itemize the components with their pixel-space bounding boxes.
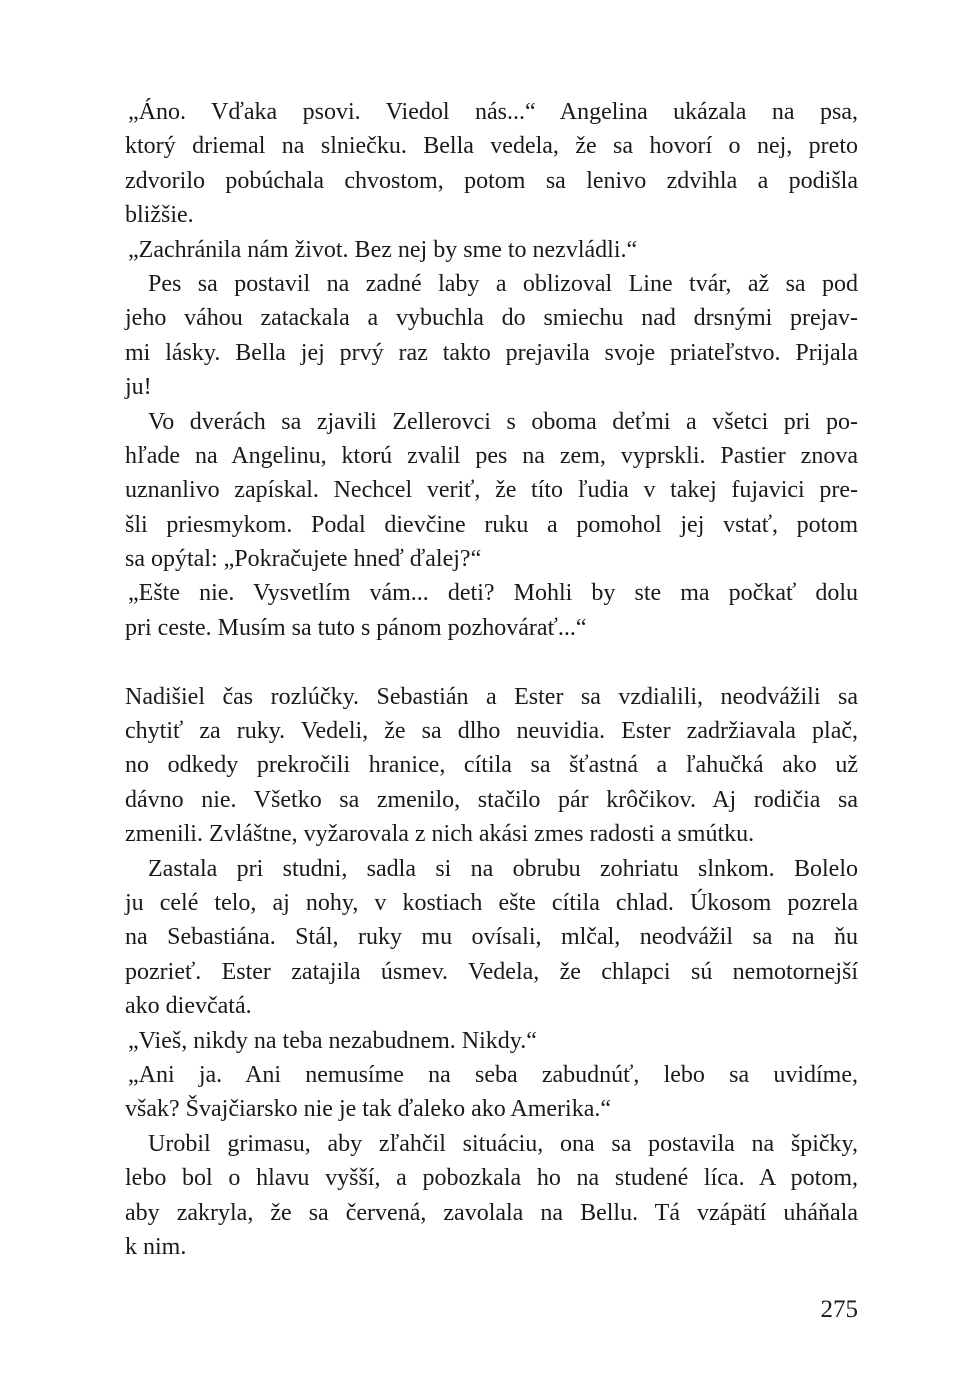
text-line: zdvorilo pobúchala chvostom, potom sa lenivo zdvihla a podišla [125, 167, 858, 194]
text-line: bližšie. [125, 202, 194, 229]
text-line: pri ceste. Musím sa tuto s pánom pozhovárať...“ [125, 614, 587, 641]
text-line: ako dievčatá. [125, 993, 252, 1020]
paragraph [125, 405, 858, 577]
text-line: Urobil grimasu, aby zľahčil situáciu, ona sa postavila na špičky, [148, 1130, 858, 1157]
paragraph [125, 576, 858, 645]
text-line: zmenili. Zvláštne, vyžarovala z nich akási zmes radosti a smútku. [125, 821, 755, 848]
text-line: „Vieš, nikdy na teba nezabudnem. Nikdy.“ [128, 1027, 537, 1054]
text-line: mi lásky. Bella jej prvý raz takto prejavila svoje priateľstvo. Prijala [125, 339, 858, 366]
text-line: „Áno. Vďaka psovi. Viedol nás...“ Angelina ukázala na psa, [128, 99, 858, 125]
text-line: Vo dverách sa zjavili Zellerovci s oboma deťmi a všetci pri po- [148, 408, 858, 435]
paragraph [125, 267, 858, 405]
text-line: Pes sa postavil na zadné laby a oblizoval Line tvár, až sa pod [148, 270, 858, 297]
paragraph [125, 852, 858, 1024]
paragraph [125, 1127, 858, 1265]
page-number: 275 [820, 1296, 858, 1323]
text-line: „Ešte nie. Vysvetlím vám... deti? Mohli by ste ma počkať dolu [128, 580, 858, 607]
text-line: pozrieť. Ester zatajila úsmev. Vedela, že chlapci sú nemotornejší [125, 958, 858, 985]
paragraph [125, 680, 858, 852]
text-line: Zastala pri studni, sadla si na obrubu zohriatu slnkom. Bolelo [148, 855, 858, 882]
text-line: „Zachránila nám život. Bez nej by sme to nezvládli.“ [128, 236, 638, 263]
text-line: Nadišiel čas rozlúčky. Sebastián a Ester sa vzdialili, neodvážili sa [125, 683, 858, 710]
paragraph [125, 95, 858, 233]
text-line: dávno nie. Všetko sa zmenilo, stačilo pár krôčikov. Aj rodičia sa [125, 786, 858, 813]
text-line: „Ani ja. Ani nemusíme na seba zabudnúť, lebo sa uvidíme, [128, 1061, 858, 1088]
text-line: sa opýtal: „Pokračujete hneď ďalej?“ [125, 546, 482, 573]
text-line: aby zakryla, že sa červená, zavolala na Bellu. Tá vzápätí uháňala [125, 1199, 858, 1226]
text-line: šli priesmykom. Podal dievčine ruku a pomohol jej vstať, potom [125, 511, 858, 538]
text-line: však? Švajčiarsko nie je tak ďaleko ako Amerika.“ [125, 1096, 612, 1123]
text-line: jeho váhou zatackala a vybuchla do smiechu nad drsnými prejav- [125, 305, 858, 332]
book-page-body [125, 95, 858, 1264]
text-line: ktorý driemal na slniečku. Bella vedela, že sa hovorí o nej, preto [125, 133, 858, 160]
text-line: uznanlivo zapískal. Nechcel veriť, že títo ľudia v takej fujavici pre- [125, 477, 858, 504]
paragraph [125, 1024, 858, 1058]
text-line: hľade na Angelinu, ktorú zvalil pes na zem, vyprskli. Pastier znova [125, 442, 858, 469]
text-line: na Sebastiána. Stál, ruky mu ovísali, mlčal, neodvážil sa na ňu [125, 924, 858, 951]
text-line: ju! [125, 374, 152, 401]
text-line: no odkedy prekročili hranice, cítila sa šťastná a ľahučká ako už [125, 752, 858, 779]
paragraph [125, 1058, 858, 1127]
text-line: ju celé telo, aj nohy, v kostiach ešte cítila chlad. Úkosom pozrela [125, 889, 858, 916]
text-line: lebo bol o hlavu vyšší, a pobozkala ho na studené líca. A potom, [125, 1165, 858, 1192]
text-line: k nim. [125, 1233, 187, 1260]
section-break [125, 645, 858, 679]
text-line: chytiť za ruky. Vedeli, že sa dlho neuvidia. Ester zadržiavala plač, [125, 718, 858, 745]
paragraph [125, 233, 858, 267]
